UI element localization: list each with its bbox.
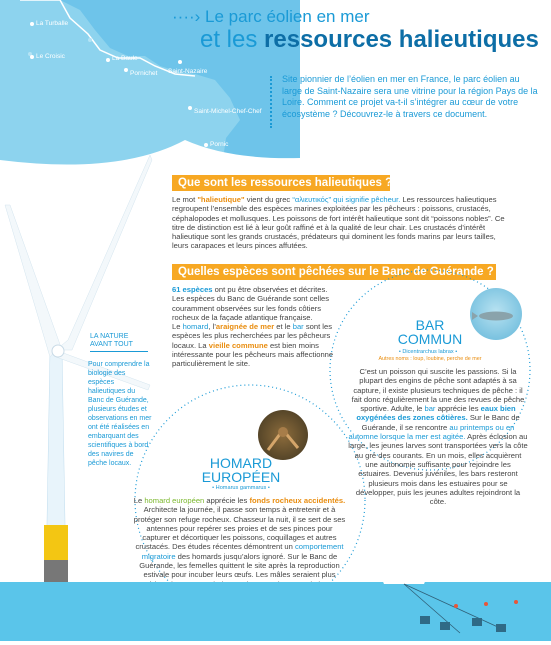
section1-heading: Que sont les ressources halieutiques ? xyxy=(172,175,390,191)
town-dot xyxy=(106,58,110,62)
town-dot xyxy=(30,55,34,59)
bar-latin-name: • Dicentrarchus labrax • xyxy=(398,349,458,355)
town-dot xyxy=(204,143,208,147)
lobster-title: HOMARD EUROPÉEN xyxy=(201,455,281,485)
lobster-latin-name: • Homarus gammarus • xyxy=(212,485,270,491)
bar-text: C’est un poisson qui suscite les passions. Si la plupart des engins de pêche sont adaptés à sa capture, il existe plusieurs techniques de pêche : il fait donc régulièrement la une des revues de pêche sportive. Adulte, le bar apprécie les eaux bien oxygénées des zones côtières. Sur le Banc de Guérande, il se rencontre au printemps ou en automne lorsque la mer est agitée. Après éclosion au large, les jeunes larves sont transportées vers la côte au gré des courants. En un mois, elles acquièrent une autonomie suffisante pour rejoindre les estuaires. Devenus juvéniles, les bars resteront plusieurs mois dans les estuaires pour se développer, puis les jeunes adultes rejoindront la côte. xyxy=(348,367,528,507)
town-label: Pornichet xyxy=(130,70,158,77)
sidebar-text: Pour comprendre la biologie des espèces halieutiques du Banc de Guérande, plusieurs études et observations en mer ont été réalisées en embarquant des scientifiques à bord des navires de pêche locaux. xyxy=(88,361,152,467)
town-label: Saint-Nazaire xyxy=(168,68,208,75)
title-line2: et les ressources halieutiques xyxy=(200,26,539,53)
intro-text: Site pionnier de l’éolien en mer en France, le parc éolien au large de Saint-Nazaire sera une vitrine pour la région Pays de la Loire. Comment ce projet va-t-il s’intégrer au cœur de votre écosystème ? Découvrez-le à travers ce document. xyxy=(282,74,538,119)
town-dot xyxy=(178,60,182,64)
town-label: Saint-Michel-Chef-Chef xyxy=(194,108,262,115)
bar-other-names: Autres noms : loup, loubine, perche de mer xyxy=(378,356,482,362)
intro-bracket xyxy=(270,76,276,128)
town-label: La Turballe xyxy=(36,20,69,27)
fishing-boat-illustration xyxy=(360,518,550,641)
sea-bass-photo xyxy=(470,288,522,340)
sidebar-heading: LA NATURE AVANT TOUT xyxy=(90,333,148,352)
bar-title: BAR COMMUN xyxy=(397,317,463,347)
section1-text: Le mot "halieutique" vient du grec “αλιευτικός” qui signifie pêcheur. Les ressources halieutiques regroupent l’ensemble des espèces marines exploitées par les pêcheurs : poissons, crustacés, céphalopodes et mollusques. Les poissons de fort intérêt halieutique sont dit “poissons nobles”. Ce titre de distinction est lié à leur goût raffiné et à la qualité de leur chair. Les crustacés d’intérêt halieutique sont les grands crustacés, prédateurs qui dominent les fonds marins par leurs tailles, leurs carapaces et leurs pinces affutées. xyxy=(172,195,505,251)
section2-heading: Quelles espèces sont pêchées sur le Banc de Guérande ? xyxy=(172,264,496,280)
town-dot xyxy=(30,22,34,26)
section2-text: 61 espèces ont pu être observées et décrites. Les espèces du Banc de Guérande sont celles couramment observées sur les fonds côtiers rocheux de la façade atlantique française. Le homard, l’araignée de mer et le bar sont les espèces les plus recherchées par les pêcheurs locaux. La vieille commune est bien moins intéressante pour les pêcheurs mais affectionne particulièrement le site. xyxy=(172,285,334,369)
town-label: Pornic xyxy=(210,141,229,148)
town-dot xyxy=(124,68,128,72)
lobster-photo xyxy=(258,410,308,460)
town-label: Le Croisic xyxy=(36,53,65,60)
town-label: La Baule xyxy=(112,55,138,62)
title-line1: ····› Le parc éolien en mer xyxy=(172,7,370,26)
lobster-text: Le homard européen apprécie les fonds rocheux accidentés. Architecte la journée, il passe son temps à entretenir et à protéger son refuge rocheux. Chasseur la nuit, il se sert de ses antennes pour repérer ses proies et de ses pinces pour capturer et décortiquer les poissons, coquillages et autres crustacés. Des études récentes démontrent un comportement migratoire des homards jusqu’alors ignoré. Sur le Banc de Guérande, les femelles quittent le site après la reproduction estivale pour incuber leurs œufs. Les mâles seraient plus xyxy=(133,496,346,580)
town-dot xyxy=(188,106,192,110)
